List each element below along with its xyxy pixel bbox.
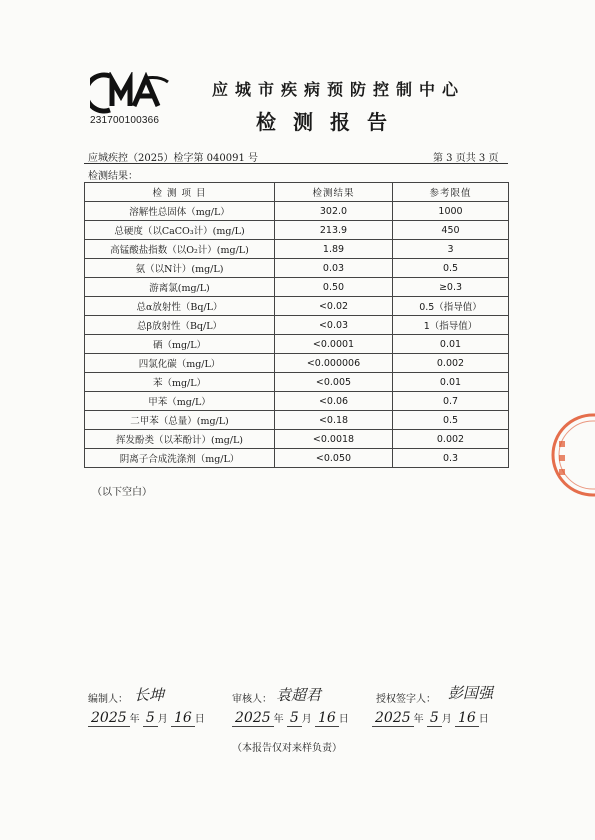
- cell-item: 总β放射性（Bq/L）: [85, 316, 275, 335]
- cell-limit: 0.7: [393, 392, 509, 411]
- cell-result: <0.050: [275, 449, 393, 468]
- table-row: [85, 392, 509, 411]
- cell-limit: 450: [393, 221, 509, 240]
- approver-label: 授权签字人：: [376, 694, 436, 705]
- approver-date: 2025 年 5 月 16 日: [372, 710, 489, 726]
- cell-limit: ≥0.3: [393, 278, 509, 297]
- table-row: [85, 278, 509, 297]
- table-row: [85, 430, 509, 449]
- col-header-result: 检测结果: [275, 183, 393, 202]
- cma-cert-number: 231700100366: [90, 115, 160, 126]
- cell-limit: 0.01: [393, 335, 509, 354]
- table-row: [85, 259, 509, 278]
- cell-limit: 3: [393, 240, 509, 259]
- cell-result: 302.0: [275, 202, 393, 221]
- cell-item: 硒（mg/L）: [85, 335, 275, 354]
- cell-item: 总硬度（以CaCO₃计）(mg/L): [85, 221, 275, 240]
- approver-signature: 彭国强: [448, 684, 494, 702]
- cell-item: 总α放射性（Bq/L）: [85, 297, 275, 316]
- cell-result: <0.0001: [275, 335, 393, 354]
- report-title: 检测报告: [256, 110, 404, 134]
- org-name: 应城市疾病预防控制中心: [212, 80, 466, 99]
- reviewer-date: 2025 年 5 月 16 日: [232, 710, 349, 726]
- compiler-label: 编制人：: [88, 694, 128, 705]
- cell-result: <0.03: [275, 316, 393, 335]
- table-row: [85, 411, 509, 430]
- cell-item: 二甲苯（总量）(mg/L): [85, 411, 275, 430]
- table-row: [85, 240, 509, 259]
- cell-item: 溶解性总固体（mg/L）: [85, 202, 275, 221]
- footnote: （本报告仅对来样负责）: [232, 743, 342, 754]
- cell-result: <0.18: [275, 411, 393, 430]
- cell-result: <0.02: [275, 297, 393, 316]
- seal-stamp: [545, 405, 595, 505]
- cell-item: 挥发酚类（以苯酚计）(mg/L): [85, 430, 275, 449]
- cell-item: 苯（mg/L）: [85, 373, 275, 392]
- cell-item: 甲苯（mg/L）: [85, 392, 275, 411]
- cell-item: 高锰酸盐指数（以O₂计）(mg/L): [85, 240, 275, 259]
- table-row: [85, 316, 509, 335]
- page-number: 第 3 页共 3 页: [433, 153, 499, 164]
- cell-limit: 0.5: [393, 411, 509, 430]
- table-header-row: [85, 183, 509, 202]
- results-label: 检测结果：: [88, 171, 138, 182]
- table-row: [85, 297, 509, 316]
- cell-item: 四氯化碳（mg/L）: [85, 354, 275, 373]
- table-row: [85, 221, 509, 240]
- cell-result: 0.50: [275, 278, 393, 297]
- compiler-date: 2025 年 5 月 16 日: [88, 710, 205, 726]
- cell-result: <0.000006: [275, 354, 393, 373]
- cell-result: <0.06: [275, 392, 393, 411]
- reviewer-label: 审核人：: [232, 694, 272, 705]
- cell-result: 0.03: [275, 259, 393, 278]
- table-row: [85, 335, 509, 354]
- cell-limit: 0.5: [393, 259, 509, 278]
- cell-result: <0.0018: [275, 430, 393, 449]
- table-body: [85, 202, 509, 468]
- doc-number: 应城疾控（2025）检字第 040091 号: [88, 153, 258, 164]
- cell-item: 氨（以N计）(mg/L): [85, 259, 275, 278]
- cell-limit: 0.01: [393, 373, 509, 392]
- cell-result: 1.89: [275, 240, 393, 259]
- cell-limit: 0.3: [393, 449, 509, 468]
- cell-item: 游离氯(mg/L): [85, 278, 275, 297]
- col-header-limit: 参考限值: [393, 183, 509, 202]
- col-header-item: 检 测 项 目: [85, 183, 275, 202]
- table-row: [85, 354, 509, 373]
- cell-limit: 1（指导值）: [393, 316, 509, 335]
- results-table: [84, 182, 509, 468]
- cell-limit: 1000: [393, 202, 509, 221]
- cell-item: 阴离子合成洗涤剂（mg/L）: [85, 449, 275, 468]
- table-row: [85, 373, 509, 392]
- cell-limit: 0.002: [393, 354, 509, 373]
- table-row: [85, 449, 509, 468]
- cell-result: <0.005: [275, 373, 393, 392]
- blank-note: （以下空白）: [92, 487, 152, 498]
- cma-logo: [90, 72, 170, 114]
- cell-limit: 0.5（指导值）: [393, 297, 509, 316]
- cell-result: 213.9: [275, 221, 393, 240]
- table-row: [85, 202, 509, 221]
- compiler-signature: 长坤: [134, 686, 165, 704]
- reviewer-signature: 袁超君: [276, 686, 322, 704]
- cell-limit: 0.002: [393, 430, 509, 449]
- header-divider: [84, 163, 508, 164]
